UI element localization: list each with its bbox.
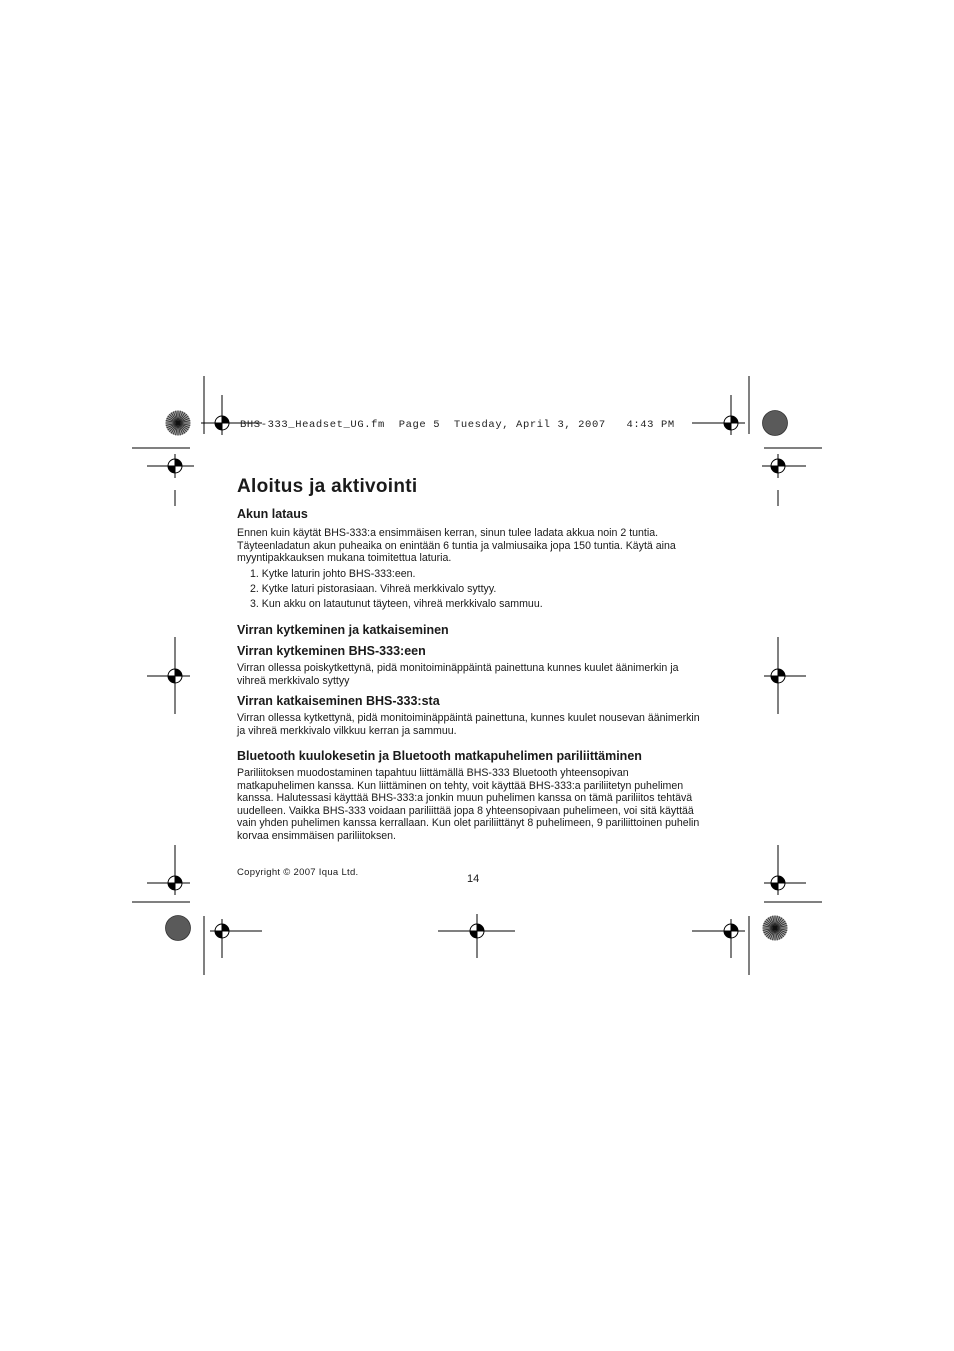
power-off-text: Virran ollessa kytkettynä, pidä monitoiminäppäintä painettuna, kunnes kuulet nousevan äänimerkin ja vihreä merkkivalo vilkkuu kerran ja sammuu. bbox=[237, 712, 700, 737]
pairing-heading: Bluetooth kuulokesetin ja Bluetooth matkapuhelimen pariliittäminen bbox=[237, 749, 642, 763]
page-title: Aloitus ja aktivointi bbox=[237, 476, 418, 497]
copyright: Copyright © 2007 Iqua Ltd. bbox=[237, 867, 359, 878]
power-off-heading: Virran katkaiseminen BHS-333:sta bbox=[237, 694, 440, 708]
page-number: 14 bbox=[467, 873, 480, 885]
battery-steps bbox=[250, 568, 543, 613]
list-item: 3. Kun akku on latautunut täyteen, vihreä merkkivalo sammuu. bbox=[250, 598, 543, 610]
power-on-text: Virran ollessa poiskytkettynä, pidä monitoiminäppäintä painettuna kunnes kuulet äänimerkin ja vihreä merkkivalo syttyy bbox=[237, 662, 679, 687]
power-on-heading: Virran kytkeminen BHS-333:een bbox=[237, 644, 426, 658]
file-stamp: BHS-333_Headset_UG.fm Page 5 Tuesday, April 3, 2007 4:43 PM bbox=[240, 419, 675, 431]
pairing-text: Pariliitoksen muodostaminen tapahtuu liittämällä BHS-333 Bluetooth yhteensopivan matkapuhelimen kanssa. Kun liittäminen on tehty, voit käyttää BHS-333:a pariliitetyn puhelimen kanssa. Halutessasi käyttää BHS-333:a jonkin muun puhelimen kanssa on tämä pariliitos tehtävä uudelleen. Vaikka BHS-333 voidaan pariliittää jopa 8 yhteensopivaan puhelimeen, voi sitä käyttää vain yhden puhelimen kanssa kerrallaan. Kun olet pariliittänyt 8 puhelimeen, 9 pariliittoinen puhelin korvaa ensimmäisen pariliitoksen. bbox=[237, 767, 700, 842]
list-item: 1. Kytke laturin johto BHS-333:een. bbox=[250, 568, 416, 580]
battery-heading: Akun lataus bbox=[237, 507, 308, 521]
power-heading: Virran kytkeminen ja katkaiseminen bbox=[237, 623, 449, 637]
list-item: 2. Kytke laturi pistorasiaan. Vihreä merkkivalo syttyy. bbox=[250, 583, 497, 595]
battery-paragraph: Ennen kuin käytät BHS-333:a ensimmäisen kerran, sinun tulee ladata akkua noin 2 tuntia. Täyteenladatun akun puheaika on enintään 6 tuntia ja valmiusaika jopa 150 tuntia. Käytä aina myyntipakkauksen mukana toimitettua laturia. bbox=[237, 527, 676, 565]
